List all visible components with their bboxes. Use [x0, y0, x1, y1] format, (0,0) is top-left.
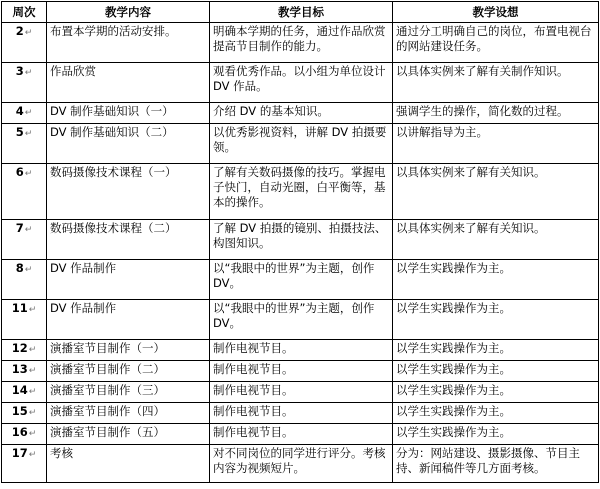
goal-cell: 制作电视节目。 — [210, 424, 393, 445]
header-design: 教学设想 — [393, 2, 599, 23]
goal-cell: 介绍 DV 的基本知识。 — [210, 103, 393, 124]
design-cell: 强调学生的操作，简化数的过程。 — [393, 103, 599, 124]
content-cell: DV 制作基础知识（二） — [47, 124, 210, 164]
design-cell: 以学生实践操作为主。 — [393, 382, 599, 403]
table-row — [2, 63, 599, 103]
week-cell: 5↵ — [2, 124, 47, 164]
content-cell: 演播室节目制作（四） — [47, 403, 210, 424]
week-cell: 3↵ — [2, 63, 47, 103]
week-cell: 7↵ — [2, 220, 47, 260]
table-row — [2, 382, 599, 403]
content-cell: 演播室节目制作（二） — [47, 361, 210, 382]
header-week: 周次 — [2, 2, 47, 23]
design-cell: 以学生实践操作为主。 — [393, 260, 599, 300]
table-row — [2, 340, 599, 361]
week-cell: 14↵ — [2, 382, 47, 403]
week-cell: 12↵ — [2, 340, 47, 361]
content-cell: 数码摄像技术课程（一） — [47, 164, 210, 220]
goal-cell: 制作电视节目。 — [210, 361, 393, 382]
design-cell: 以学生实践操作为主。 — [393, 403, 599, 424]
week-cell: 6↵ — [2, 164, 47, 220]
table-row — [2, 164, 599, 220]
table-row — [2, 424, 599, 445]
design-cell: 以具体实例来了解有关制作知识。 — [393, 63, 599, 103]
table-row — [2, 445, 599, 483]
week-cell: 17↵ — [2, 445, 47, 483]
goal-cell: 对不同岗位的同学进行评分。考核内容为视频短片。 — [210, 445, 393, 483]
week-cell: 4↵ — [2, 103, 47, 124]
week-cell: 8↵ — [2, 260, 47, 300]
table-row — [2, 220, 599, 260]
goal-cell: 明确本学期的任务，通过作品欣赏提高节目制作的能力。 — [210, 23, 393, 63]
content-cell: 作品欣赏 — [47, 63, 210, 103]
goal-cell: 制作电视节目。 — [210, 382, 393, 403]
design-cell: 以学生实践操作为主。 — [393, 340, 599, 361]
content-cell: 考核 — [47, 445, 210, 483]
table-row — [2, 260, 599, 300]
design-cell: 以学生实践操作为主。 — [393, 361, 599, 382]
goal-cell: 制作电视节目。 — [210, 403, 393, 424]
design-cell: 分为：网站建设、摄影摄像、节目主持、新闻稿件等几方面考核。 — [393, 445, 599, 483]
design-cell: 以讲解指导为主。 — [393, 124, 599, 164]
week-cell: 16↵ — [2, 424, 47, 445]
header-row — [2, 2, 599, 23]
goal-cell: 了解有关数码摄像的技巧。掌握电子快门，自动光圈，白平衡等，基本的操作。 — [210, 164, 393, 220]
content-cell: 数码摄像技术课程（二） — [47, 220, 210, 260]
design-cell: 以学生实践操作为主。 — [393, 424, 599, 445]
table-row — [2, 124, 599, 164]
content-cell: 演播室节目制作（五） — [47, 424, 210, 445]
design-cell: 以具体实例来了解有关知识。 — [393, 164, 599, 220]
content-cell: DV 作品制作 — [47, 260, 210, 300]
goal-cell: 了解 DV 拍摄的镜别、拍摄技法、构图知识。 — [210, 220, 393, 260]
goal-cell: 制作电视节目。 — [210, 340, 393, 361]
design-cell: 通过分工明确自己的岗位，布置电视台的网站建设任务。 — [393, 23, 599, 63]
week-cell: 15↵ — [2, 403, 47, 424]
teaching-plan-table — [1, 1, 599, 483]
goal-cell: 以优秀影视资料，讲解 DV 拍摄要领。 — [210, 124, 393, 164]
week-cell: 13↵ — [2, 361, 47, 382]
content-cell: 演播室节目制作（三） — [47, 382, 210, 403]
header-content: 教学内容 — [47, 2, 210, 23]
content-cell: DV 作品制作 — [47, 300, 210, 340]
goal-cell: 以“我眼中的世界”为主题，创作 DV。 — [210, 260, 393, 300]
table-row — [2, 103, 599, 124]
table-row — [2, 361, 599, 382]
table-row — [2, 403, 599, 424]
content-cell: 演播室节目制作（一） — [47, 340, 210, 361]
goal-cell: 观看优秀作品。以小组为单位设计 DV 作品。 — [210, 63, 393, 103]
design-cell: 以学生实践操作为主。 — [393, 300, 599, 340]
goal-cell: 以“我眼中的世界”为主题，创作 DV。 — [210, 300, 393, 340]
week-cell: 2↵ — [2, 23, 47, 63]
table-row — [2, 23, 599, 63]
table-row — [2, 300, 599, 340]
header-goal: 教学目标 — [210, 2, 393, 23]
week-cell: 11↵ — [2, 300, 47, 340]
content-cell: DV 制作基础知识（一） — [47, 103, 210, 124]
design-cell: 以具体实例来了解有关知识。 — [393, 220, 599, 260]
content-cell: 布置本学期的活动安排。 — [47, 23, 210, 63]
